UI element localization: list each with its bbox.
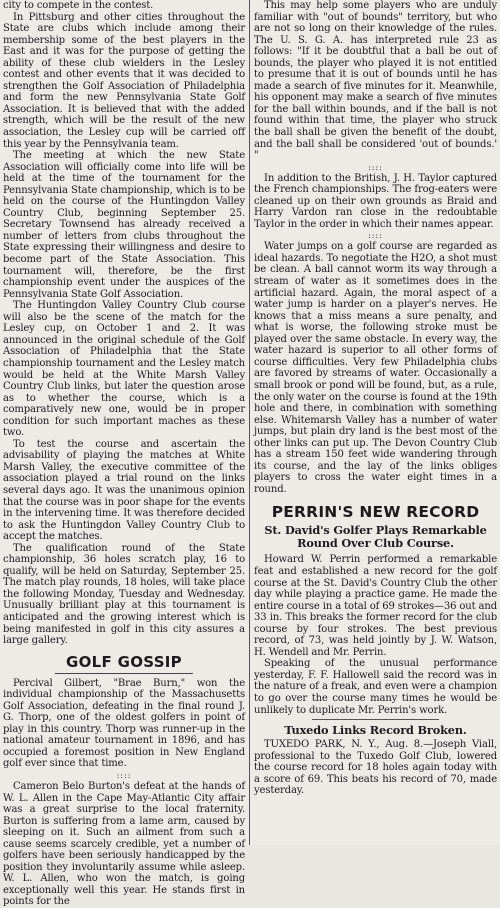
column-rule	[249, 0, 250, 845]
section-separator: ::::	[368, 162, 383, 172]
paragraph: city to compete in the contest.	[3, 0, 154, 11]
tuxedo-record-subheading: Tuxedo Links Record Broken.	[284, 723, 467, 738]
right-column	[254, 0, 497, 845]
paragraph: Water jumps on a golf course are regarded as ideal hazards. To negotiate the H2O, a shot must be clean. A ball cannot worm its way through a stream of water as it sometimes does in the artificial hazard. Again, the moral aspect of a water jump is harder on a player's nerves. He knows that a miss means a sure penalty, and what is worse, the following stroke must be played over the same obstacle. In every way, the water hazard is superior to all other forms of course difficulties. Very few Philadelphia clubs are favored by streams of water. Occasionally a small brook or pond will be found, but, as a rule, the only water on the course is found at the 19th hole and there, in combination with something else. Whitemarsh Valley has a number of water jumps, but plain dry land is the best most of the other links can put up. The Devon Country Club has a stream 150 feet wide wandering through its course, and the lay of the links obliges players to cross the water eight times in a round.	[254, 241, 497, 495]
paragraph: In addition to the British, J. H. Taylor captured the French championships. The frog-eaters were cleaned up on their own grounds as Braid and Harry Vardon ran close in the redoubtable Taylor in the order in which their names appear.	[254, 172, 497, 230]
paragraph: Percival Gilbert, "Brae Burn," won the individual championship of the Massachusetts Golf Association, defeating in the final round J. G. Thorp, one of the oldest golfers in point of play in this country. Thorp was runner-up in the national amateur tournament in 1896, and has occupied a foremost position in New England golf ever since that time.	[3, 677, 245, 770]
section-separator: ::::	[368, 231, 383, 241]
heading-rule	[55, 673, 193, 674]
section-rule	[312, 719, 439, 720]
record-subheading: St. David's Golfer Plays Remarkable Round Over Club Course.	[264, 523, 487, 551]
paragraph: The Huntingdon Valley Country Club course will also be the scene of the match for the Lesley cup, on October 1 and 2. It was announced in the original schedule of the Golf Association of Philadelphia that the State championship tournament and the Lesley match would be held at the White Marsh Valley Country Club links, but later the question arose as to whether the course, which is a comparatively new one, would be in proper condition for such important maches as these two.	[3, 300, 245, 439]
paragraph: Speaking of the unusual performance yesterday, F. F. Hallowell said the record was in the nature of a freak, and even were a champion to go over the course many times he would be unlikely to duplicate Mr. Perrin's work.	[254, 658, 497, 716]
paragraph: Howard W. Perrin performed a remarkable feat and established a new record for the golf course at the St. David's Country Club the other day while playing a practice game. He made the entire course in a total of 69 strokes—36 out and 33 in. This breaks the former record for the club course by four strokes. The best previous record, of 73, was held jointly by J. W. Watson, H. Wendell and Mr. Perrin.	[254, 554, 497, 658]
paragraph: This may help some players who are unduly familiar with "out of bounds" territory, but who are not so long on their knowledge of the rules. The U. S. G. A. has interpreted rule 23 as follows: "If it be doubtful that a ball be out of bounds, the player who played it is not entitled to presume that it is out of bounds until he has made a search of five minutes for it. Meanwhile, his opponent may make a search of five minutes for the ball within bounds, and if the ball is not found within that time, the player who struck the ball shall be given the benefit of the doubt, and the ball shall be considered 'out of bounds.' "	[254, 0, 497, 162]
paragraph: TUXEDO PARK, N. Y., Aug. 8.—Joseph Viall, professional to the Tuxedo Golf Club, lowered the course record for 18 holes again today with a score of 69. This beats his record of 70, made yesterday.	[254, 739, 497, 797]
paragraph: In Pittsburg and other cities throughout the State are clubs which include among their membership some of the best players in the East and it was for the purpose of getting the ability of these club wielders in the Lesley contest and other events that it was decided to strengthen the Golf Association of Philadelphia and form the new Pennsylvania State Golf Association. It is believed that with the added strength, which will be the result of the new association, the Lesley cup will be carried off this year by the Pennsylvania team.	[3, 11, 245, 150]
paragraph: Cameron Belo Burton's defeat at the hands of W. L. Allen in the Cape May-Atlantic City affair was a great surprise to the local fraternity. Burton is suffering from a lame arm, caused by sleeping on it. Such an ailment from such a cause seems scarcely credible, yet a number of golfers have been seriously handicapped by the position they involuntarily assume while asleep. W. L. Allen, who won the match, is going exceptionally well this year. He stands first in points for the	[3, 781, 245, 908]
paragraph: The qualification round of the State championship, 36 holes scratch play, 16 to qualify, will be held on Saturday, September 25. The match play rounds, 18 holes, will take place the following Monday, Tuesday and Wednesday. Unusually brilliant play at this tournament is anticipated and the growing interest which is being manifested in golf in this city assures a large gallery.	[3, 542, 245, 647]
paragraph: The meeting at which the new State Association will officially come into life will be held at the time of the tournament for the Pennsylvania State championship, which is to be held on the course of the Huntingdon Valley Country Club, beginning September 25. Secretary Townsend has already received a number of letters from clubs throughout the State expressing their willingness and desire to become part of the State Association. This tournament will, therefore, be the first championship event under the auspices of the Pennsylvania State Golf Association.	[3, 150, 245, 300]
paragraph: To test the course and ascertain the advisability of playing the matches at White Marsh Valley, the executive committee of the association played a trial round on the links several days ago. It was the unanimous opinion that the course was in poor shape for the events in the intervening time. It was therefore decided to ask the Huntingdon Valley Country Club to accept the matches.	[3, 438, 245, 543]
left-column	[3, 0, 245, 908]
perrins-new-record-heading: PERRIN'S NEW RECORD	[271, 503, 480, 522]
golf-gossip-heading: GOLF GOSSIP	[66, 652, 182, 671]
section-separator: ::::	[116, 771, 132, 780]
